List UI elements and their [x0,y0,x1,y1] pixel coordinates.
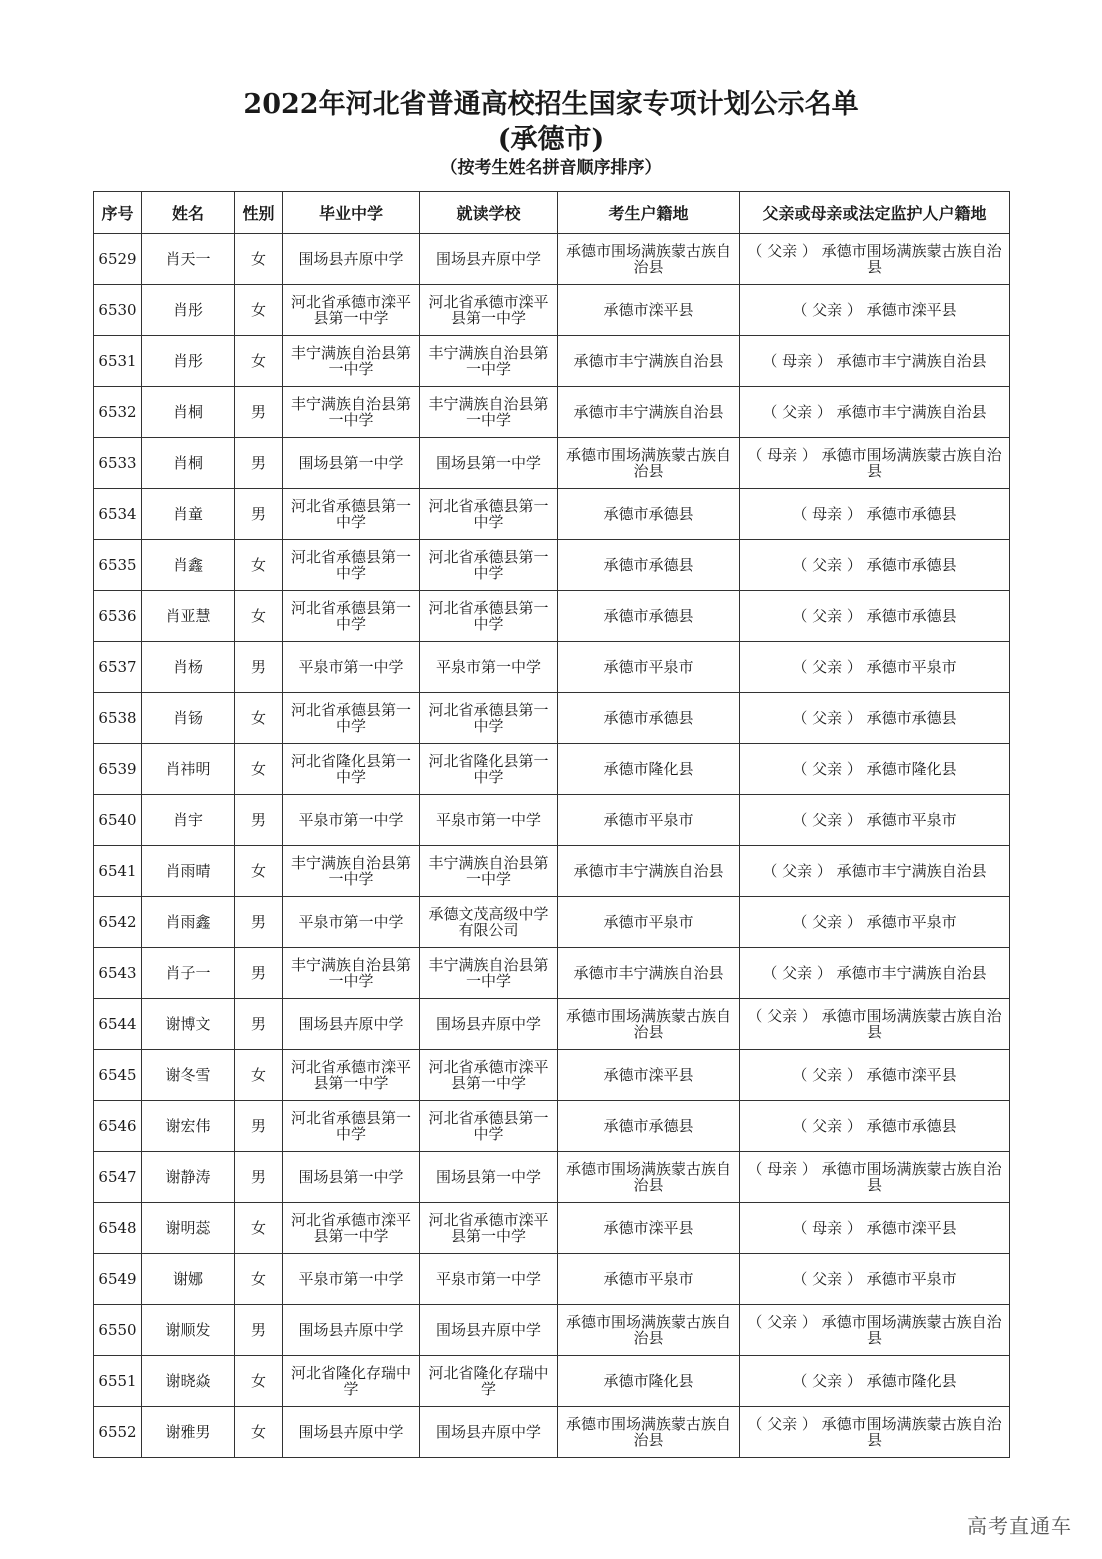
cell-name: 谢冬雪 [142,1050,235,1101]
table-row [94,540,1010,591]
cell-hukou: 承德市隆化县 [558,1356,740,1407]
cell-guardian: （ 父亲 ） 承德市围场满族蒙古族自治县 [740,234,1010,285]
table-header [94,192,1010,234]
cell-seq: 6530 [94,285,142,336]
cell-guardian: （ 父亲 ） 承德市滦平县 [740,1050,1010,1101]
cell-gender: 女 [235,1356,283,1407]
cell-current-school: 围场县卉原中学 [420,1407,558,1458]
cell-current-school: 河北省承德县第一中学 [420,1101,558,1152]
cell-current-school: 河北省隆化县第一中学 [420,744,558,795]
cell-current-school: 围场县卉原中学 [420,999,558,1050]
cell-gender: 男 [235,795,283,846]
cell-current-school: 河北省承德市滦平县第一中学 [420,1203,558,1254]
cell-hukou: 承德市滦平县 [558,1203,740,1254]
cell-name: 肖钖 [142,693,235,744]
table-row [94,1356,1010,1407]
page-title: 2022年河北省普通高校招生国家专项计划公示名单 [243,89,859,120]
cell-guardian: （ 父亲 ） 承德市平泉市 [740,642,1010,693]
cell-hukou: 承德市丰宁满族自治县 [558,336,740,387]
cell-grad-school: 围场县卉原中学 [283,234,420,285]
cell-gender: 男 [235,999,283,1050]
cell-grad-school: 围场县卉原中学 [283,999,420,1050]
cell-guardian: （ 父亲 ） 承德市丰宁满族自治县 [740,846,1010,897]
cell-hukou: 承德市承德县 [558,693,740,744]
header-row [94,192,1010,234]
cell-guardian: （ 父亲 ） 承德市丰宁满族自治县 [740,948,1010,999]
cell-guardian: （ 父亲 ） 承德市丰宁满族自治县 [740,387,1010,438]
cell-current-school: 河北省承德县第一中学 [420,489,558,540]
cell-current-school: 河北省承德县第一中学 [420,693,558,744]
column-header-guardian-hukou: 父亲或母亲或法定监护人户籍地 [740,192,1010,234]
cell-seq: 6537 [94,642,142,693]
city-subtitle: (承德市) [497,124,605,155]
cell-grad-school: 平泉市第一中学 [283,1254,420,1305]
cell-current-school: 围场县卉原中学 [420,1305,558,1356]
cell-gender: 女 [235,693,283,744]
cell-current-school: 河北省承德市滦平县第一中学 [420,1050,558,1101]
cell-guardian: （ 母亲 ） 承德市承德县 [740,489,1010,540]
cell-seq: 6548 [94,1203,142,1254]
cell-seq: 6542 [94,897,142,948]
cell-grad-school: 河北省承德县第一中学 [283,540,420,591]
cell-guardian: （ 父亲 ） 承德市平泉市 [740,1254,1010,1305]
cell-seq: 6539 [94,744,142,795]
cell-gender: 女 [235,591,283,642]
cell-hukou: 承德市平泉市 [558,897,740,948]
cell-seq: 6533 [94,438,142,489]
table-row [94,693,1010,744]
cell-current-school: 丰宁满族自治县第一中学 [420,336,558,387]
table-row [94,795,1010,846]
cell-current-school: 围场县第一中学 [420,438,558,489]
cell-grad-school: 河北省承德市滦平县第一中学 [283,1050,420,1101]
cell-hukou: 承德市围场满族蒙古族自治县 [558,234,740,285]
cell-current-school: 围场县卉原中学 [420,234,558,285]
cell-hukou: 承德市承德县 [558,489,740,540]
cell-name: 肖桐 [142,438,235,489]
cell-seq: 6543 [94,948,142,999]
cell-name: 谢博文 [142,999,235,1050]
sort-note: （按考生姓名拼音顺序排序） [440,158,662,178]
cell-guardian: （ 母亲 ） 承德市滦平县 [740,1203,1010,1254]
cell-hukou: 承德市围场满族蒙古族自治县 [558,1407,740,1458]
cell-grad-school: 河北省隆化县第一中学 [283,744,420,795]
cell-name: 肖鑫 [142,540,235,591]
cell-current-school: 平泉市第一中学 [420,795,558,846]
cell-name: 谢宏伟 [142,1101,235,1152]
cell-seq: 6532 [94,387,142,438]
table-row [94,846,1010,897]
cell-guardian: （ 父亲 ） 承德市隆化县 [740,1356,1010,1407]
table-row [94,999,1010,1050]
cell-gender: 男 [235,1101,283,1152]
cell-hukou: 承德市围场满族蒙古族自治县 [558,1152,740,1203]
cell-gender: 男 [235,438,283,489]
cell-name: 肖彤 [142,336,235,387]
cell-grad-school: 围场县第一中学 [283,438,420,489]
table-row [94,1407,1010,1458]
cell-guardian: （ 母亲 ） 承德市丰宁满族自治县 [740,336,1010,387]
cell-current-school: 河北省隆化存瑞中学 [420,1356,558,1407]
table-row [94,1101,1010,1152]
cell-name: 肖雨晴 [142,846,235,897]
cell-seq: 6541 [94,846,142,897]
table-row [94,897,1010,948]
column-header-name: 姓名 [142,192,235,234]
cell-name: 肖桐 [142,387,235,438]
cell-gender: 男 [235,948,283,999]
cell-seq: 6531 [94,336,142,387]
cell-guardian: （ 父亲 ） 承德市滦平县 [740,285,1010,336]
cell-grad-school: 围场县第一中学 [283,1152,420,1203]
table-row [94,336,1010,387]
cell-hukou: 承德市围场满族蒙古族自治县 [558,1305,740,1356]
cell-current-school: 平泉市第一中学 [420,642,558,693]
cell-grad-school: 丰宁满族自治县第一中学 [283,846,420,897]
table-row [94,1050,1010,1101]
cell-seq: 6545 [94,1050,142,1101]
cell-name: 肖宇 [142,795,235,846]
cell-hukou: 承德市承德县 [558,591,740,642]
cell-hukou: 承德市承德县 [558,1101,740,1152]
table-row [94,285,1010,336]
cell-guardian: （ 父亲 ） 承德市围场满族蒙古族自治县 [740,1407,1010,1458]
cell-grad-school: 丰宁满族自治县第一中学 [283,948,420,999]
cell-seq: 6538 [94,693,142,744]
cell-hukou: 承德市滦平县 [558,1050,740,1101]
cell-name: 谢晓焱 [142,1356,235,1407]
cell-seq: 6550 [94,1305,142,1356]
table-row [94,744,1010,795]
cell-current-school: 承德文茂高级中学有限公司 [420,897,558,948]
cell-name: 肖天一 [142,234,235,285]
cell-gender: 女 [235,1407,283,1458]
cell-name: 谢雅男 [142,1407,235,1458]
cell-grad-school: 河北省承德县第一中学 [283,591,420,642]
cell-name: 肖雨鑫 [142,897,235,948]
cell-name: 肖杨 [142,642,235,693]
column-header-seq: 序号 [94,192,142,234]
cell-gender: 男 [235,642,283,693]
cell-grad-school: 河北省承德县第一中学 [283,489,420,540]
cell-hukou: 承德市丰宁满族自治县 [558,387,740,438]
cell-gender: 女 [235,1254,283,1305]
cell-grad-school: 河北省隆化存瑞中学 [283,1356,420,1407]
cell-grad-school: 河北省承德县第一中学 [283,1101,420,1152]
cell-grad-school: 河北省承德市滦平县第一中学 [283,285,420,336]
cell-current-school: 河北省承德县第一中学 [420,591,558,642]
cell-gender: 男 [235,1305,283,1356]
cell-gender: 女 [235,285,283,336]
table-body [94,234,1010,1458]
table-row [94,1152,1010,1203]
cell-gender: 男 [235,387,283,438]
cell-name: 谢明蕊 [142,1203,235,1254]
cell-guardian: （ 父亲 ） 承德市平泉市 [740,897,1010,948]
table-row [94,948,1010,999]
column-header-grad-school: 毕业中学 [283,192,420,234]
cell-grad-school: 河北省承德市滦平县第一中学 [283,1203,420,1254]
cell-current-school: 围场县第一中学 [420,1152,558,1203]
cell-hukou: 承德市滦平县 [558,285,740,336]
cell-hukou: 承德市围场满族蒙古族自治县 [558,999,740,1050]
cell-name: 谢顺发 [142,1305,235,1356]
cell-grad-school: 河北省承德县第一中学 [283,693,420,744]
cell-grad-school: 平泉市第一中学 [283,642,420,693]
cell-gender: 女 [235,1203,283,1254]
cell-gender: 女 [235,1050,283,1101]
table-row [94,387,1010,438]
cell-seq: 6534 [94,489,142,540]
table-row [94,489,1010,540]
cell-current-school: 平泉市第一中学 [420,1254,558,1305]
column-header-current-school: 就读学校 [420,192,558,234]
column-header-hukou: 考生户籍地 [558,192,740,234]
cell-name: 肖亚慧 [142,591,235,642]
cell-seq: 6549 [94,1254,142,1305]
cell-current-school: 丰宁满族自治县第一中学 [420,948,558,999]
cell-seq: 6540 [94,795,142,846]
cell-guardian: （ 父亲 ） 承德市隆化县 [740,744,1010,795]
table-row [94,642,1010,693]
cell-current-school: 丰宁满族自治县第一中学 [420,846,558,897]
cell-guardian: （ 父亲 ） 承德市平泉市 [740,795,1010,846]
cell-seq: 6552 [94,1407,142,1458]
cell-name: 肖子一 [142,948,235,999]
cell-gender: 女 [235,744,283,795]
cell-seq: 6544 [94,999,142,1050]
table-row [94,1254,1010,1305]
cell-gender: 男 [235,1152,283,1203]
cell-gender: 女 [235,540,283,591]
cell-grad-school: 围场县卉原中学 [283,1305,420,1356]
table-row [94,234,1010,285]
cell-grad-school: 平泉市第一中学 [283,795,420,846]
cell-hukou: 承德市丰宁满族自治县 [558,846,740,897]
cell-gender: 女 [235,846,283,897]
cell-current-school: 丰宁满族自治县第一中学 [420,387,558,438]
table-row [94,438,1010,489]
cell-grad-school: 丰宁满族自治县第一中学 [283,336,420,387]
cell-hukou: 承德市平泉市 [558,795,740,846]
cell-guardian: （ 父亲 ） 承德市围场满族蒙古族自治县 [740,1305,1010,1356]
cell-guardian: （ 父亲 ） 承德市承德县 [740,540,1010,591]
cell-gender: 女 [235,234,283,285]
cell-hukou: 承德市承德县 [558,540,740,591]
cell-seq: 6546 [94,1101,142,1152]
cell-gender: 男 [235,897,283,948]
watermark: 高考直通车 [967,1514,1072,1538]
cell-guardian: （ 母亲 ） 承德市围场满族蒙古族自治县 [740,1152,1010,1203]
table-row [94,591,1010,642]
cell-name: 肖祎明 [142,744,235,795]
cell-guardian: （ 母亲 ） 承德市围场满族蒙古族自治县 [740,438,1010,489]
cell-grad-school: 平泉市第一中学 [283,897,420,948]
cell-gender: 男 [235,489,283,540]
cell-grad-school: 丰宁满族自治县第一中学 [283,387,420,438]
cell-hukou: 承德市丰宁满族自治县 [558,948,740,999]
cell-seq: 6535 [94,540,142,591]
cell-guardian: （ 父亲 ） 承德市承德县 [740,591,1010,642]
cell-guardian: （ 父亲 ） 承德市承德县 [740,1101,1010,1152]
cell-gender: 女 [235,336,283,387]
table-row [94,1305,1010,1356]
table-row [94,1203,1010,1254]
cell-seq: 6536 [94,591,142,642]
cell-name: 肖童 [142,489,235,540]
cell-hukou: 承德市隆化县 [558,744,740,795]
cell-current-school: 河北省承德县第一中学 [420,540,558,591]
cell-grad-school: 围场县卉原中学 [283,1407,420,1458]
cell-hukou: 承德市平泉市 [558,642,740,693]
cell-seq: 6547 [94,1152,142,1203]
column-header-gender: 性别 [235,192,283,234]
roster-table [93,191,1010,1458]
cell-hukou: 承德市围场满族蒙古族自治县 [558,438,740,489]
cell-seq: 6529 [94,234,142,285]
cell-name: 谢娜 [142,1254,235,1305]
cell-seq: 6551 [94,1356,142,1407]
cell-guardian: （ 父亲 ） 承德市承德县 [740,693,1010,744]
cell-guardian: （ 父亲 ） 承德市围场满族蒙古族自治县 [740,999,1010,1050]
cell-name: 肖彤 [142,285,235,336]
cell-hukou: 承德市平泉市 [558,1254,740,1305]
cell-name: 谢静涛 [142,1152,235,1203]
cell-current-school: 河北省承德市滦平县第一中学 [420,285,558,336]
